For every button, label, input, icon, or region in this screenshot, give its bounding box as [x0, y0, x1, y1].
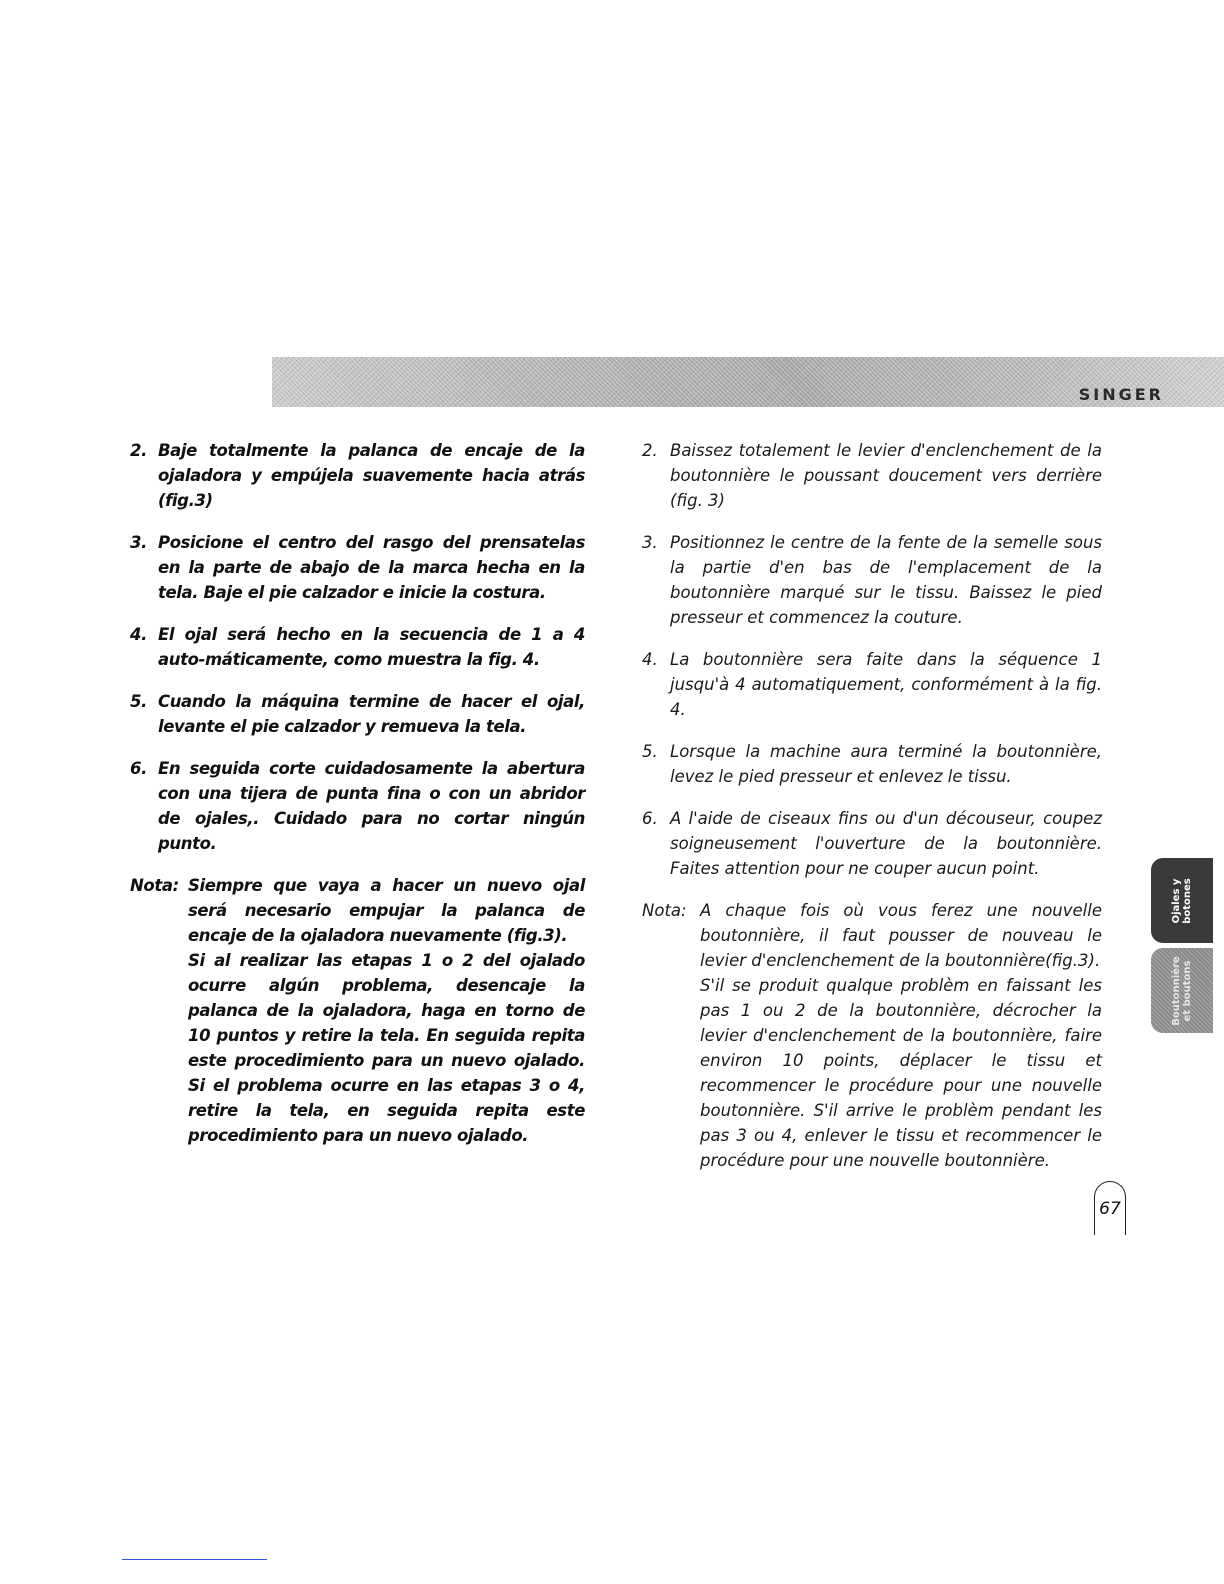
item-number: 3. [130, 533, 147, 552]
tab-label-line: et boutons [1182, 960, 1193, 1021]
spanish-column [130, 438, 585, 1148]
note-text: Siempre que vaya a hacer un nuevo ojal será necesario empujar la palanca de encaje de la ojaladora nuevamente (fig.3). [188, 876, 585, 945]
item-number: 6. [130, 759, 147, 778]
footnote-rule [122, 1559, 267, 1560]
item-text: Cuando la máquina termine de hacer el ojal, levante el pie calzador y remueva la tela. [158, 692, 585, 736]
item-text: En seguida corte cuidadosamente la abertura con una tijera de punta fina o con un abridor de ojales,. Cuidado para no cortar ningún punto. [158, 759, 585, 853]
item-number: 4. [642, 650, 658, 669]
list-item [130, 689, 585, 739]
section-tabs [1151, 858, 1213, 1033]
note-block [642, 898, 1102, 1173]
header-band [272, 357, 1224, 407]
item-text: La boutonnière sera faite dans la séquence 1 jusqu'à 4 automatiquement, conformément à la fig. 4. [670, 650, 1102, 719]
note-label: Nota: [130, 876, 179, 895]
item-number: 2. [130, 441, 147, 460]
french-column [642, 438, 1102, 1173]
tab-label-line: Ojales y [1171, 878, 1182, 923]
note-block [130, 873, 585, 1148]
item-number: 2. [642, 441, 658, 460]
tab-ojales-botones [1151, 858, 1213, 943]
list-item [130, 530, 585, 605]
page-number [1094, 1181, 1126, 1235]
list-item [130, 622, 585, 672]
list-item [130, 438, 585, 513]
page-number-text: 67 [1099, 1199, 1121, 1219]
list-item [642, 739, 1102, 789]
list-item [130, 756, 585, 856]
tab-label-line: botones [1182, 877, 1193, 924]
item-text: Lorsque la machine aura terminé la boutonnière, levez le pied presseur et enlevez le tissu. [670, 742, 1102, 786]
tab-boutonniere-boutons [1151, 948, 1213, 1033]
tab-label-line: Boutonnière [1171, 955, 1182, 1026]
list-item [642, 530, 1102, 630]
note-text: A chaque fois où vous ferez une nouvelle boutonnière, il faut pousser de nouveau le levier d'enclenchement de la boutonnière(fig.3). [700, 901, 1102, 970]
list-item [642, 438, 1102, 513]
item-number: 5. [642, 742, 658, 761]
note-text: S'il se produit qualque problèm en faissant les pas 1 ou 2 de la boutonnière, décrocher la levier d'enclenchement de la boutonnière, faire environ 10 points, déplacer le tissu et recommencer le procédure pour une nouvelle boutonnière. S'il arrive le problèm pendant les pas 3 ou 4, enlever le tissu et recommencer le procédure pour une nouvelle boutonnière. [700, 976, 1102, 1170]
item-text: Baissez totalement le levier d'enclenchement de la boutonnière le poussant doucement vers derrière (fig. 3) [670, 441, 1102, 510]
brand-logo: SINGER [1078, 385, 1164, 404]
list-item [642, 647, 1102, 722]
item-number: 3. [642, 533, 658, 552]
item-text: Positionnez le centre de la fente de la semelle sous la partie d'en bas de l'emplacement de la boutonnière marqué sur le tissu. Baissez le pied presseur et commencez la couture. [670, 533, 1102, 627]
tab-label [1171, 956, 1193, 1025]
tab-label [1171, 878, 1193, 924]
item-number: 5. [130, 692, 147, 711]
item-text: Posicione el centro del rasgo del prensatelas en la parte de abajo de la marca hecha en la tela. Baje el pie calzador e inicie la costura. [158, 533, 585, 602]
item-text: A l'aide de ciseaux fins ou d'un découseur, coupez soigneusement l'ouverture de la boutonnière. Faites attention pour ne couper aucun point. [670, 809, 1102, 878]
item-text: Baje totalmente la palanca de encaje de la ojaladora y empújela suavemente hacia atrás (fig.3) [158, 441, 585, 510]
item-number: 6. [642, 809, 658, 828]
item-number: 4. [130, 625, 147, 644]
note-text: Si al realizar las etapas 1 o 2 del ojalado ocurre algún problema, desencaje la palanca de la ojaladora, haga en torno de 10 puntos y retire la tela. En seguida repita este procedimiento para un nuevo ojalado. Si el problema ocurre en las etapas 3 o 4, retire la tela, en seguida repita este procedimiento para un nuevo ojalado. [188, 951, 585, 1145]
item-text: El ojal será hecho en la secuencia de 1 a 4 auto-máticamente, como muestra la fig. 4. [158, 625, 585, 669]
note-label: Nota: [642, 901, 687, 920]
list-item [642, 806, 1102, 881]
